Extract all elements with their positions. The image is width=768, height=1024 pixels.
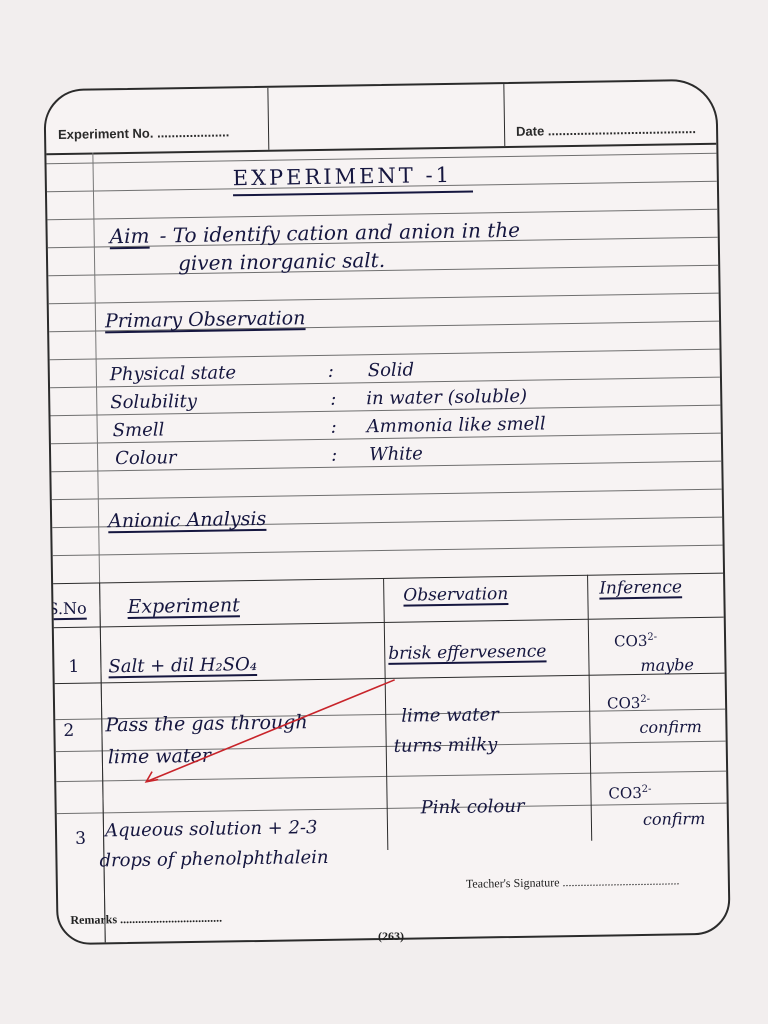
header-observation: Observation (403, 584, 509, 606)
observation-colon: : (330, 388, 337, 410)
header-inference: Inference (599, 577, 683, 599)
teacher-signature-label: Teacher's Signature ....................................... (465, 873, 680, 891)
red-pen-arrowhead (146, 772, 158, 782)
ruled-line (49, 293, 719, 305)
row-sno: 2 (63, 720, 75, 742)
row-experiment: drops of phenolphthalein (99, 846, 329, 872)
observation-label: Colour (114, 447, 177, 470)
page-frame (43, 79, 730, 945)
aim-text-line2: given inorganic salt. (177, 247, 386, 276)
observation-value: in water (soluble) (366, 385, 528, 410)
page-header (45, 81, 716, 156)
page-title: EXPERIMENT -1 (232, 162, 453, 191)
row-observation: turns milky (393, 734, 498, 757)
row-observation: Pink colour (420, 795, 525, 819)
remarks-label: Remarks .................................. (70, 910, 223, 927)
table-column-divider (99, 582, 106, 942)
observation-colon: : (330, 416, 337, 438)
ruled-line (57, 803, 727, 815)
row-experiment: Aqueous solution + 2-3 (104, 817, 318, 842)
row-experiment: Pass the gas through (105, 711, 308, 737)
row-sno: 3 (74, 828, 87, 849)
experiment-no-label: Experiment No. .................... (57, 124, 230, 143)
row-experiment: Salt + dil H₂SO₄ (108, 653, 258, 678)
aim-label: Aim (109, 223, 150, 249)
ruled-line (50, 349, 720, 361)
table-header-border (50, 617, 724, 629)
observation-colon: : (327, 360, 335, 382)
row-observation: lime water (401, 704, 499, 727)
title-underline (233, 191, 473, 197)
observation-value: Solid (367, 359, 415, 382)
row-observation: brisk effervesence (388, 641, 547, 664)
page-number: (263) (378, 929, 404, 943)
ion-charge: 2- (647, 631, 658, 643)
primary-observation-heading: Primary Observation (104, 307, 306, 333)
observation-label: Solubility (110, 390, 198, 414)
date-label: Date ......................................... (515, 121, 697, 139)
ion-charge: 2- (640, 693, 651, 705)
anionic-analysis-heading: Anionic Analysis (107, 507, 267, 533)
observation-colon: : (330, 444, 338, 466)
row-inference-ion: $CO3^{2-}$ (608, 783, 652, 803)
aim-text-line1: - To identify cation and anion in the (159, 217, 521, 248)
observation-label: Physical state (109, 362, 237, 386)
table-column-divider (587, 575, 592, 841)
observation-value: White (368, 443, 424, 466)
header-experiment: Experiment (127, 594, 240, 619)
row-sno: 1 (68, 656, 80, 677)
ruled-line (47, 209, 717, 221)
ruled-line (53, 545, 723, 557)
row-inference: confirm (639, 717, 702, 737)
header-divider (267, 88, 269, 150)
row-experiment: lime water (107, 744, 212, 769)
row-inference-ion: $CO3^{2-}$ (613, 631, 658, 651)
red-pen-line (145, 680, 397, 782)
row-inference: confirm (642, 808, 706, 829)
ion-charge: 2- (641, 783, 652, 795)
red-pen-strike (145, 674, 407, 788)
row-inference-ion: $CO3^{2-}$ (606, 693, 651, 713)
row-inference: maybe (640, 655, 695, 675)
observation-value: Ammonia like smell (366, 413, 546, 438)
ruled-line (47, 153, 717, 165)
header-sno: S.No (47, 598, 87, 619)
notebook-page (35, 75, 728, 946)
observation-label: Smell (112, 419, 165, 442)
ruled-line (52, 489, 722, 501)
header-divider (503, 84, 505, 146)
